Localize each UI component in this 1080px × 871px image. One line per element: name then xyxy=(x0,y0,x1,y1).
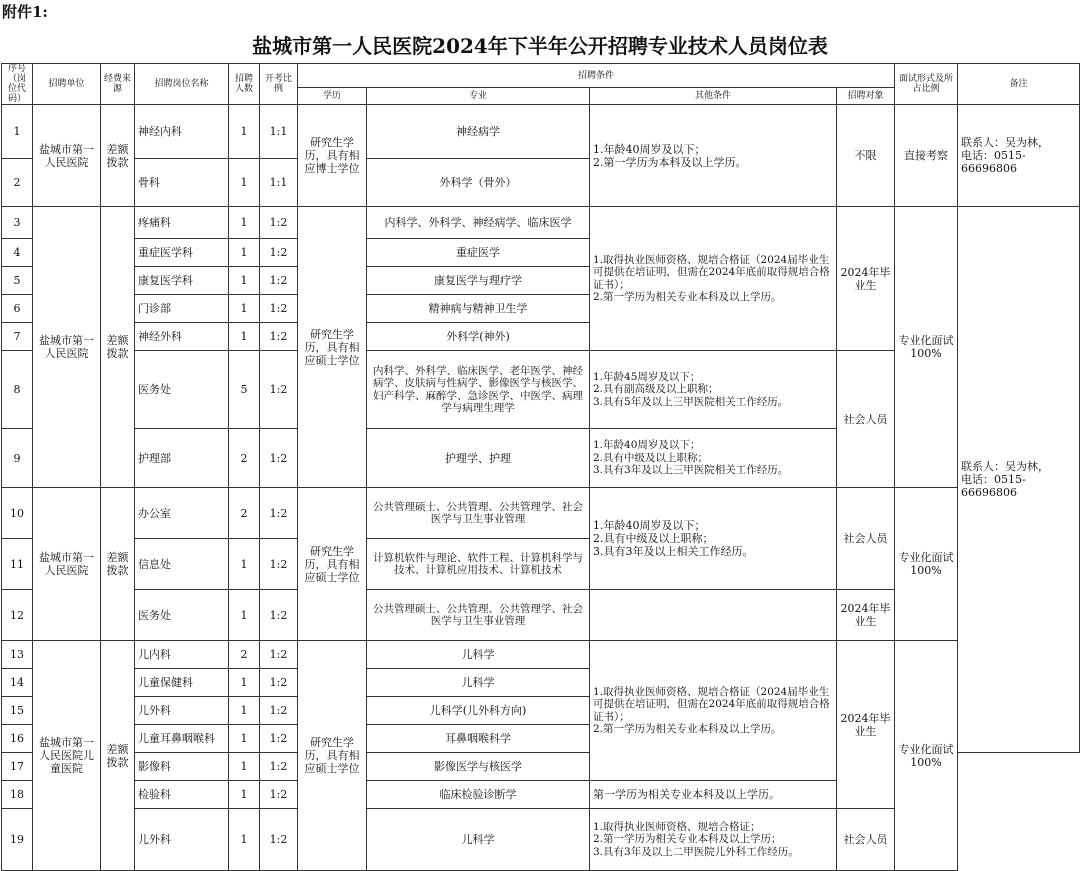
other-cell: 1.年龄45周岁及以下； 2.具有副高级及以上职称； 3.具有5年及以上三甲医院相关工作经历。 xyxy=(590,351,837,429)
header-other: 其他条件 xyxy=(590,88,837,105)
post-cell: 儿童耳鼻咽喉科 xyxy=(135,725,229,753)
unit-cell: 盐城市第一人民医院 xyxy=(33,207,101,488)
header-edu: 学历 xyxy=(298,88,367,105)
unit-cell: 盐城市第一人民医院 xyxy=(33,488,101,641)
row-no: 17 xyxy=(2,753,33,781)
table-row xyxy=(2,641,1080,669)
ratio-cell: 1:1 xyxy=(260,159,298,207)
post-cell: 影像科 xyxy=(135,753,229,781)
count-cell: 1 xyxy=(229,753,260,781)
ratio-cell: 1:2 xyxy=(260,641,298,669)
table-row xyxy=(2,105,1080,159)
row-no: 4 xyxy=(2,239,33,267)
post-cell: 神经外科 xyxy=(135,323,229,351)
major-cell: 精神病与精神卫生学 xyxy=(367,295,590,323)
row-no: 14 xyxy=(2,669,33,697)
edu-cell: 研究生学历，具有相应硕士学位 xyxy=(298,488,367,641)
post-cell: 重症医学科 xyxy=(135,239,229,267)
header-post: 招聘岗位名称 xyxy=(135,64,229,105)
post-cell: 儿内科 xyxy=(135,641,229,669)
row-no: 16 xyxy=(2,725,33,753)
post-cell: 门诊部 xyxy=(135,295,229,323)
row-no: 18 xyxy=(2,781,33,809)
row-no: 8 xyxy=(2,351,33,429)
header-major: 专业 xyxy=(367,88,590,105)
count-cell: 2 xyxy=(229,641,260,669)
exam-cell: 直接考察 xyxy=(895,105,958,207)
post-cell: 儿外科 xyxy=(135,697,229,725)
remark-cell: 联系人：吴为林， 电话：0515-66696806 xyxy=(958,105,1080,207)
count-cell: 1 xyxy=(229,159,260,207)
row-no: 7 xyxy=(2,323,33,351)
ratio-cell: 1:2 xyxy=(260,697,298,725)
major-cell: 神经病学 xyxy=(367,105,590,159)
post-cell: 医务处 xyxy=(135,590,229,641)
ratio-cell: 1:2 xyxy=(260,725,298,753)
ratio-cell: 1:1 xyxy=(260,105,298,159)
post-cell: 信息处 xyxy=(135,539,229,590)
ratio-cell: 1:2 xyxy=(260,809,298,871)
ratio-cell: 1:2 xyxy=(260,781,298,809)
major-cell: 康复医学与理疗学 xyxy=(367,267,590,295)
major-cell: 内科学、外科学、临床医学、老年医学、神经病学、皮肤病与性病学、影像医学与核医学、妇产科学、麻醉学、急诊医学、中医学、病理学与病理生理学 xyxy=(367,351,590,429)
count-cell: 2 xyxy=(229,488,260,539)
major-cell: 重症医学 xyxy=(367,239,590,267)
table-row xyxy=(2,488,1080,539)
count-cell: 1 xyxy=(229,295,260,323)
post-cell: 医务处 xyxy=(135,351,229,429)
row-no: 19 xyxy=(2,809,33,871)
ratio-cell: 1:2 xyxy=(260,239,298,267)
edu-cell: 研究生学历，具有相应硕士学位 xyxy=(298,207,367,488)
ratio-cell: 1:2 xyxy=(260,351,298,429)
count-cell: 1 xyxy=(229,539,260,590)
row-no: 12 xyxy=(2,590,33,641)
target-cell: 社会人员 xyxy=(837,351,895,488)
fund-cell: 差额拨款 xyxy=(101,105,135,207)
ratio-cell: 1:2 xyxy=(260,590,298,641)
row-no: 11 xyxy=(2,539,33,590)
major-cell: 外科学（骨外） xyxy=(367,159,590,207)
attachment-label: 附件1: xyxy=(2,3,48,21)
row-no: 9 xyxy=(2,429,33,488)
other-cell: 1.取得执业医师资格、规培合格证（2024届毕业生可提供在培证明，但需在2024年底前取得规培合格证书）； 2.第一学历为相关专业本科及以上学历。 xyxy=(590,207,837,351)
target-cell: 不限 xyxy=(837,105,895,207)
target-cell: 社会人员 xyxy=(837,809,895,871)
row-no: 15 xyxy=(2,697,33,725)
major-cell: 内科学、外科学、神经病学、临床医学 xyxy=(367,207,590,239)
major-cell: 计算机软件与理论、软件工程、计算机科学与技术、计算机应用技术、计算机技术 xyxy=(367,539,590,590)
post-cell: 神经内科 xyxy=(135,105,229,159)
post-cell: 疼痛科 xyxy=(135,207,229,239)
target-cell: 2024年毕业生 xyxy=(837,641,895,809)
ratio-cell: 1:2 xyxy=(260,207,298,239)
count-cell: 1 xyxy=(229,267,260,295)
major-cell: 影像医学与核医学 xyxy=(367,753,590,781)
exam-cell: 专业化面试 100% xyxy=(895,207,958,488)
count-cell: 1 xyxy=(229,781,260,809)
header-unit: 招聘单位 xyxy=(33,64,101,105)
major-cell: 临床检验诊断学 xyxy=(367,781,590,809)
fund-cell: 差额拨款 xyxy=(101,207,135,488)
major-cell: 儿科学 xyxy=(367,669,590,697)
ratio-cell: 1:2 xyxy=(260,295,298,323)
other-cell: 1.取得执业医师资格、规培合格证（2024届毕业生可提供在培证明，但需在2024年底前取得规培合格证书）； 2.第一学历为相关专业本科及以上学历。 xyxy=(590,641,837,781)
major-cell: 公共管理硕士、公共管理、公共管理学、社会医学与卫生事业管理 xyxy=(367,590,590,641)
major-cell: 外科学(神外) xyxy=(367,323,590,351)
major-cell: 儿科学 xyxy=(367,641,590,669)
major-cell: 公共管理硕士、公共管理、公共管理学、社会医学与卫生事业管理 xyxy=(367,488,590,539)
other-cell: 1.取得执业医师资格、规培合格证； 2.第一学历为相关专业本科及以上学历； 3.具有3年及以上二甲医院儿外科工作经历。 xyxy=(590,809,837,871)
page-title: 盐城市第一人民医院2024年下半年公开招聘专业技术人员岗位表 xyxy=(252,34,828,58)
count-cell: 5 xyxy=(229,351,260,429)
edu-cell: 研究生学历，具有相应博士学位 xyxy=(298,105,367,207)
other-cell: 1.年龄40周岁及以下； 2.第一学历为本科及以上学历。 xyxy=(590,105,837,207)
exam-cell: 专业化面试 100% xyxy=(895,641,958,871)
major-cell: 儿科学(儿外科方向) xyxy=(367,697,590,725)
count-cell: 2 xyxy=(229,429,260,488)
recruitment-table xyxy=(1,63,1080,871)
row-no: 13 xyxy=(2,641,33,669)
ratio-cell: 1:2 xyxy=(260,429,298,488)
post-cell: 康复医学科 xyxy=(135,267,229,295)
unit-cell: 盐城市第一人民医院儿童医院 xyxy=(33,641,101,871)
count-cell: 1 xyxy=(229,669,260,697)
row-no: 5 xyxy=(2,267,33,295)
post-cell: 儿童保健科 xyxy=(135,669,229,697)
major-cell: 耳鼻咽喉科学 xyxy=(367,725,590,753)
header-conditions: 招聘条件 xyxy=(298,64,895,88)
post-cell: 骨科 xyxy=(135,159,229,207)
row-no: 3 xyxy=(2,207,33,239)
header-exam: 面试形式及所占比例 xyxy=(895,64,958,105)
post-cell: 儿外科 xyxy=(135,809,229,871)
target-cell: 2024年毕业生 xyxy=(837,207,895,351)
header-ratio: 开考比例 xyxy=(260,64,298,105)
fund-cell: 差额拨款 xyxy=(101,641,135,871)
header-count: 招聘人数 xyxy=(229,64,260,105)
ratio-cell: 1:2 xyxy=(260,753,298,781)
remark-cell: 联系人：吴为林， 电话：0515-66696806 xyxy=(958,207,1080,753)
unit-cell: 盐城市第一人民医院 xyxy=(33,105,101,207)
count-cell: 1 xyxy=(229,105,260,159)
target-cell: 2024年毕业生 xyxy=(837,590,895,641)
header-remark: 备注 xyxy=(958,64,1080,105)
row-no: 2 xyxy=(2,159,33,207)
count-cell: 1 xyxy=(229,207,260,239)
ratio-cell: 1:2 xyxy=(260,323,298,351)
header-fund: 经费来源 xyxy=(101,64,135,105)
post-cell: 办公室 xyxy=(135,488,229,539)
header-no: 序号（岗位代码） xyxy=(2,64,33,105)
other-cell: 第一学历为相关专业本科及以上学历。 xyxy=(590,781,837,809)
count-cell: 1 xyxy=(229,239,260,267)
other-cell-empty xyxy=(590,590,837,641)
major-cell: 护理学、护理 xyxy=(367,429,590,488)
count-cell: 1 xyxy=(229,809,260,871)
row-no: 10 xyxy=(2,488,33,539)
ratio-cell: 1:2 xyxy=(260,267,298,295)
row-no: 1 xyxy=(2,105,33,159)
exam-cell: 专业化面试 100% xyxy=(895,488,958,641)
fund-cell: 差额拨款 xyxy=(101,488,135,641)
count-cell: 1 xyxy=(229,323,260,351)
count-cell: 1 xyxy=(229,725,260,753)
other-cell: 1.年龄40周岁及以下； 2.具有中级及以上职称； 3.具有3年及以上三甲医院相关工作经历。 xyxy=(590,429,837,488)
other-cell: 1.年龄40周岁及以下； 2.具有中级及以上职称； 3.具有3年及以上相关工作经历。 xyxy=(590,488,837,590)
major-cell: 儿科学 xyxy=(367,809,590,871)
count-cell: 1 xyxy=(229,697,260,725)
ratio-cell: 1:2 xyxy=(260,539,298,590)
post-cell: 护理部 xyxy=(135,429,229,488)
table-row xyxy=(2,207,1080,239)
edu-cell: 研究生学历，具有相应硕士学位 xyxy=(298,641,367,871)
header-target: 招聘对象 xyxy=(837,88,895,105)
ratio-cell: 1:2 xyxy=(260,669,298,697)
target-cell: 社会人员 xyxy=(837,488,895,590)
row-no: 6 xyxy=(2,295,33,323)
count-cell: 1 xyxy=(229,590,260,641)
post-cell: 检验科 xyxy=(135,781,229,809)
ratio-cell: 1:2 xyxy=(260,488,298,539)
